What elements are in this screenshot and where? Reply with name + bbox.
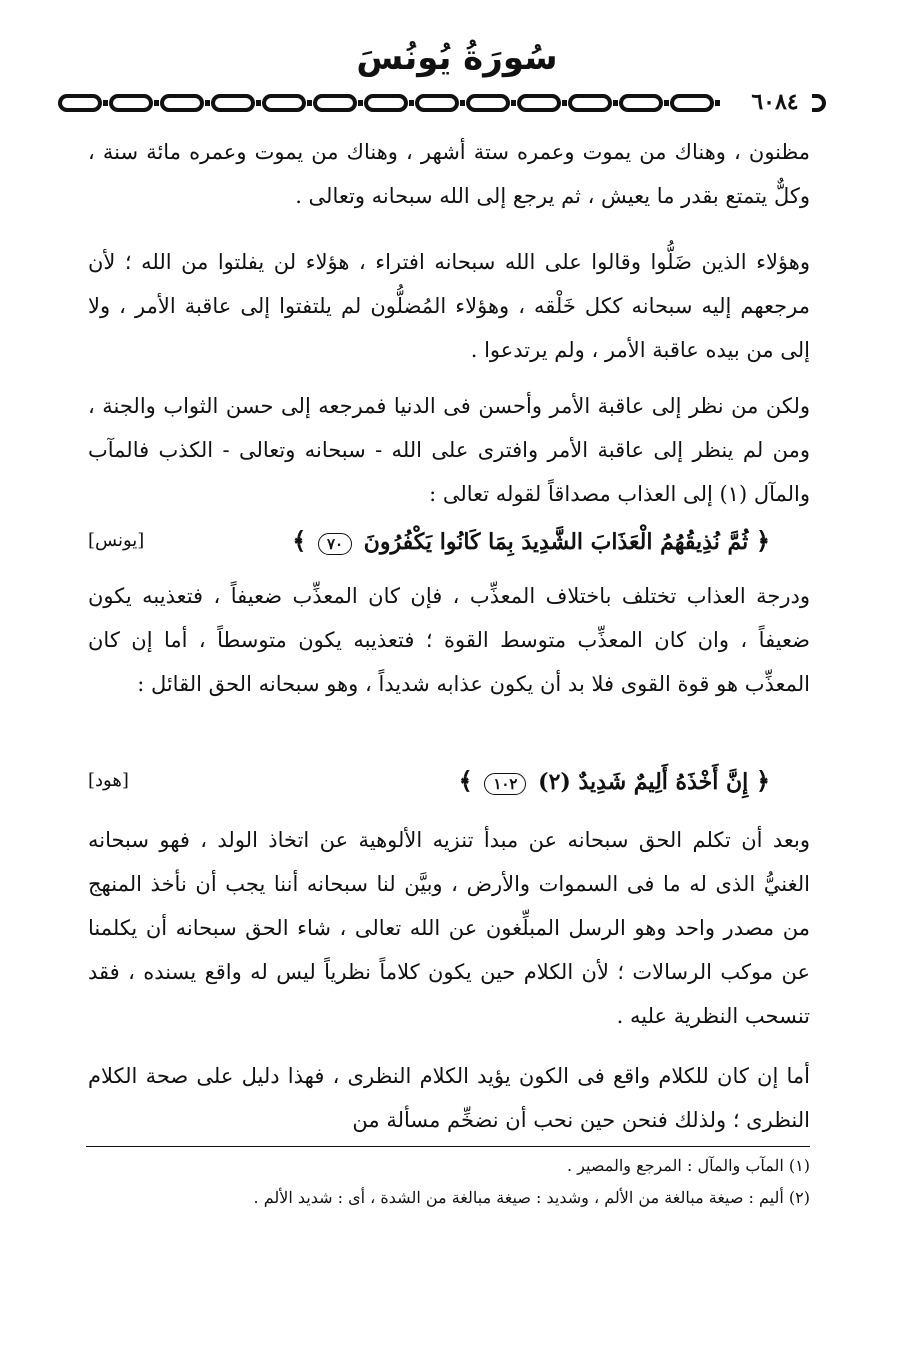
chain-link (60, 96, 100, 110)
chain-bead (511, 100, 516, 106)
chain-bead (256, 100, 261, 106)
chain-bead (409, 100, 414, 106)
verse-reference: [هود] (88, 770, 129, 791)
chain-bead (103, 100, 108, 106)
paragraph-5 (88, 818, 810, 1038)
chain-bead (613, 100, 618, 106)
paragraph-text: مظنون ، وهناك من يموت وعمره ستة أشهر ، وهناك من يموت وعمره مائة سنة ، وكلٌّ يتمتع بقدر ما يعيش ، ثم يرجع إلى الله سبحانه وتعالى . (88, 140, 810, 208)
chain-link (672, 96, 712, 110)
chain-link (366, 96, 406, 110)
verse-open-bracket: ﴿ (755, 766, 770, 795)
chain-bead (205, 100, 210, 106)
footnote-divider (86, 1146, 810, 1147)
chain-link (315, 96, 355, 110)
chain-link (621, 96, 661, 110)
paragraph-text: ولكن من نظر إلى عاقبة الأمر وأحسن فى الدنيا فمرجعه إلى حسن الثواب والجنة ، ومن لم ينظر إلى عاقبة الأمر وافترى على الله - سبحانه وتعالى - الكذب فالمآب والمآل (١) إلى العذاب مصداقاً لقوله تعالى : (88, 394, 810, 506)
verse-close-bracket: ﴾ (458, 766, 473, 795)
paragraph-3 (88, 384, 810, 516)
chain-ornament-divider (58, 92, 828, 114)
footnote-2: (٢) أليم : صيغة مبالغة من الألم ، وشديد : صيغة مبالغة من الشدة ، أى : شديد الألم . (253, 1188, 810, 1207)
chain-link (519, 96, 559, 110)
chain-link (111, 96, 151, 110)
ayah-number: ٧٠ (318, 533, 352, 555)
surah-title: سُورَةُ يُونُسَ (356, 38, 558, 78)
chain-bead (358, 100, 363, 106)
paragraph-text: ودرجة العذاب تختلف باختلاف المعذِّب ، فإن كان المعذِّب ضعيفاً ، فتعذيبه يكون ضعيفاً ، وان كان المعذِّب متوسط القوة ؛ فتعذيبه يكون متوسطاً ، أما إن كان المعذِّب هو قوة القوى فلا بد أن يكون عذابه شديداً ، وهو سبحانه الحق القائل : (88, 584, 810, 696)
chain-link (468, 96, 508, 110)
ayah-number: ١٠٢ (484, 773, 526, 795)
verse-open-bracket: ﴿ (755, 526, 770, 555)
footnotes (88, 1150, 810, 1214)
chain-bead (307, 100, 312, 106)
verse-body (292, 526, 770, 555)
chain-bead (154, 100, 159, 106)
chain-link (417, 96, 457, 110)
verse-close-bracket: ﴾ (292, 526, 307, 555)
chain-link (570, 96, 610, 110)
paragraph-text: وهؤلاء الذين ضَلُّوا وقالوا على الله سبحانه افتراء ، هؤلاء لن يفلتوا من الله ؛ لأن مرجعهم إليه سبحانه ككل خَلْقه ، وهؤلاء المُضلُّون لم يلتفتوا إلى عاقبة الأمر ، ولا إلى من بيده عاقبة الأمر ، ولم يرتدعوا . (88, 250, 810, 362)
paragraph-text: أما إن كان للكلام واقع فى الكون يؤيد الكلام النظرى ، فهذا دليل على صحة الكلام النظرى ؛ ولذلك فنحن حين نحب أن نضخِّم مسألة من (88, 1064, 810, 1132)
quran-verse-hud (88, 762, 810, 802)
chain-bead (715, 100, 720, 106)
paragraph-text: وبعد أن تكلم الحق سبحانه عن مبدأ تنزيه الألوهية عن اتخاذ الولد ، فهو سبحانه الغنيُّ الذى له ما فى السموات والأرض ، وبيَّن لنا سبحانه أننا يجب أن نأخذ المنهج من مصدر واحد وهو الرسل المبلِّغون عن الله تعالى ، شاء الحق سبحانه أن يكلمنا عن موكب الرسالات ؛ لأن الكلام حين يكون كلاماً نظرياً ليس له واقع يسنده ، فقد تنسحب النظرية عليه . (88, 828, 810, 1028)
verse-text: إِنَّ أَخْذَهُ أَلِيمٌ شَدِيدٌ (٢) (538, 769, 749, 795)
chain-bead (664, 100, 669, 106)
chain-bead (562, 100, 567, 106)
paragraph-2 (88, 240, 810, 372)
verse-body (459, 766, 770, 795)
paragraph-6 (88, 1054, 810, 1142)
page-number: ٦٠٨٤ (738, 88, 812, 116)
chain-bead (460, 100, 465, 106)
chain-link (162, 96, 202, 110)
verse-text: ثُمَّ نُذِيقُهُمُ الْعَذَابَ الشَّدِيدَ بِمَا كَانُوا يَكْفُرُونَ (363, 529, 749, 555)
paragraph-4 (88, 574, 810, 706)
chain-link (264, 96, 304, 110)
quran-verse-yunus (88, 522, 810, 562)
paragraph-1 (88, 130, 810, 218)
chain-link (213, 96, 253, 110)
footnote-1: (١) المآب والمآل : المرجع والمصير . (566, 1156, 810, 1175)
verse-reference: [يونس] (88, 530, 145, 551)
